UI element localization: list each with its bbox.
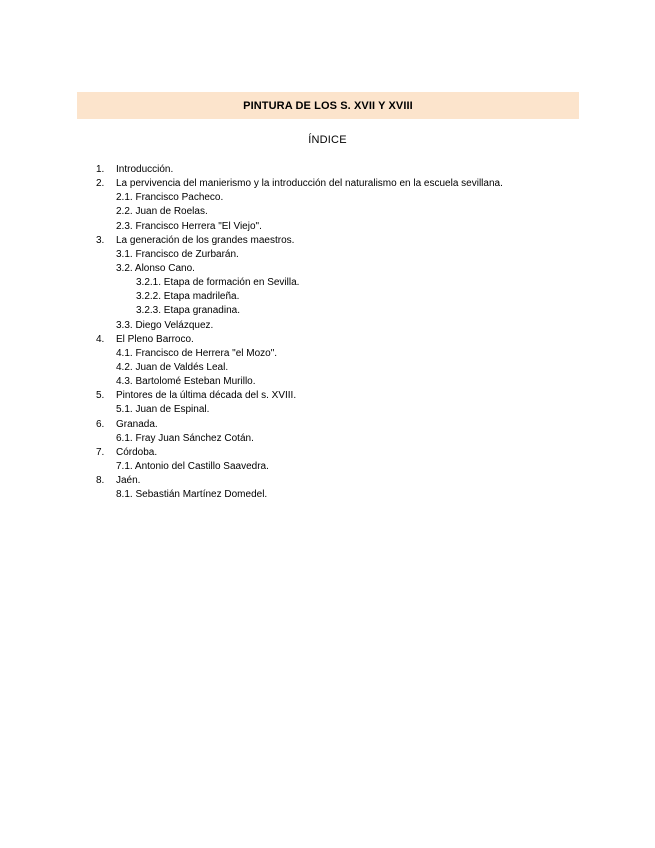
toc-entry-text: 4.1. Francisco de Herrera "el Mozo". [116,347,278,359]
toc-entry-text: 2.2. Juan de Roelas. [116,206,208,218]
table-of-contents [0,163,655,502]
toc-entry [0,304,655,318]
toc-entry [0,276,655,290]
toc-entry-text: 3.2.3. Etapa granadina. [136,305,240,317]
toc-entry [0,361,655,375]
toc-entry-text: El Pleno Barroco. [116,333,194,345]
toc-entry-number: 5. [96,390,105,402]
toc-entry [0,389,655,403]
toc-entry-number: 1. [96,164,105,175]
toc-entry-text: La pervivencia del manierismo y la introducción del naturalismo en la escuela sevillana. [116,178,503,190]
toc-entry-text: 7.1. Antonio del Castillo Saavedra. [116,460,269,472]
index-heading: ÍNDICE [308,134,347,146]
toc-entry-number: 2. [96,178,105,190]
toc-entry-text: 2.3. Francisco Herrera "El Viejo". [116,220,262,232]
toc-entry [0,191,655,205]
toc-entry [0,177,655,191]
toc-entry [0,432,655,446]
title-banner [77,92,579,119]
toc-entry-text: 4.3. Bartolomé Esteban Murillo. [116,376,256,388]
toc-entry [0,205,655,219]
toc-entry-text: Pintores de la última década del s. XVIII. [116,390,297,402]
toc-entry [0,234,655,248]
toc-entry [0,347,655,361]
document-title: PINTURA DE LOS S. XVII Y XVIII [243,99,413,112]
toc-entry-text: 3.2.1. Etapa de formación en Sevilla. [136,277,300,289]
toc-entry-text: 3.1. Francisco de Zurbarán. [116,248,239,260]
toc-entry-text: 3.3. Diego Velázquez. [116,319,214,331]
toc-entry-text: La generación de los grandes maestros. [116,234,295,246]
toc-entry [0,488,655,502]
toc-entry-text: 3.2.2. Etapa madrileña. [136,291,240,303]
toc-entry-text: 5.1. Juan de Espinal. [116,404,210,416]
toc-entry [0,474,655,488]
toc-entry-number: 7. [96,446,105,458]
toc-entry [0,375,655,389]
toc-entry [0,248,655,262]
toc-entry-text: 8.1. Sebastián Martínez Domedel. [116,489,268,501]
toc-entry-number: 4. [96,333,105,345]
toc-entry [0,163,655,177]
toc-entry-number: 8. [96,475,105,487]
toc-entry-number: 6. [96,418,105,430]
toc-entry-text: 6.1. Fray Juan Sánchez Cotán. [116,432,254,444]
toc-entry [0,290,655,304]
toc-entry [0,446,655,460]
toc-entry-text: 2.1. Francisco Pacheco. [116,192,224,204]
toc-entry [0,220,655,234]
toc-entry-text: 3.2. Alonso Cano. [116,262,195,274]
toc-entry [0,460,655,474]
toc-entry-text: Introducción. [116,164,174,175]
toc-entry [0,418,655,432]
toc-entry-number: 3. [96,234,105,246]
toc-entry-text: 4.2. Juan de Valdés Leal. [116,361,229,373]
toc-entry [0,262,655,276]
toc-entry-text: Granada. [116,418,158,430]
toc-entry-text: Córdoba. [116,446,158,458]
toc-entry [0,403,655,417]
toc-entry-text: Jaén. [116,475,141,487]
toc-entry [0,319,655,333]
toc-entry [0,333,655,347]
